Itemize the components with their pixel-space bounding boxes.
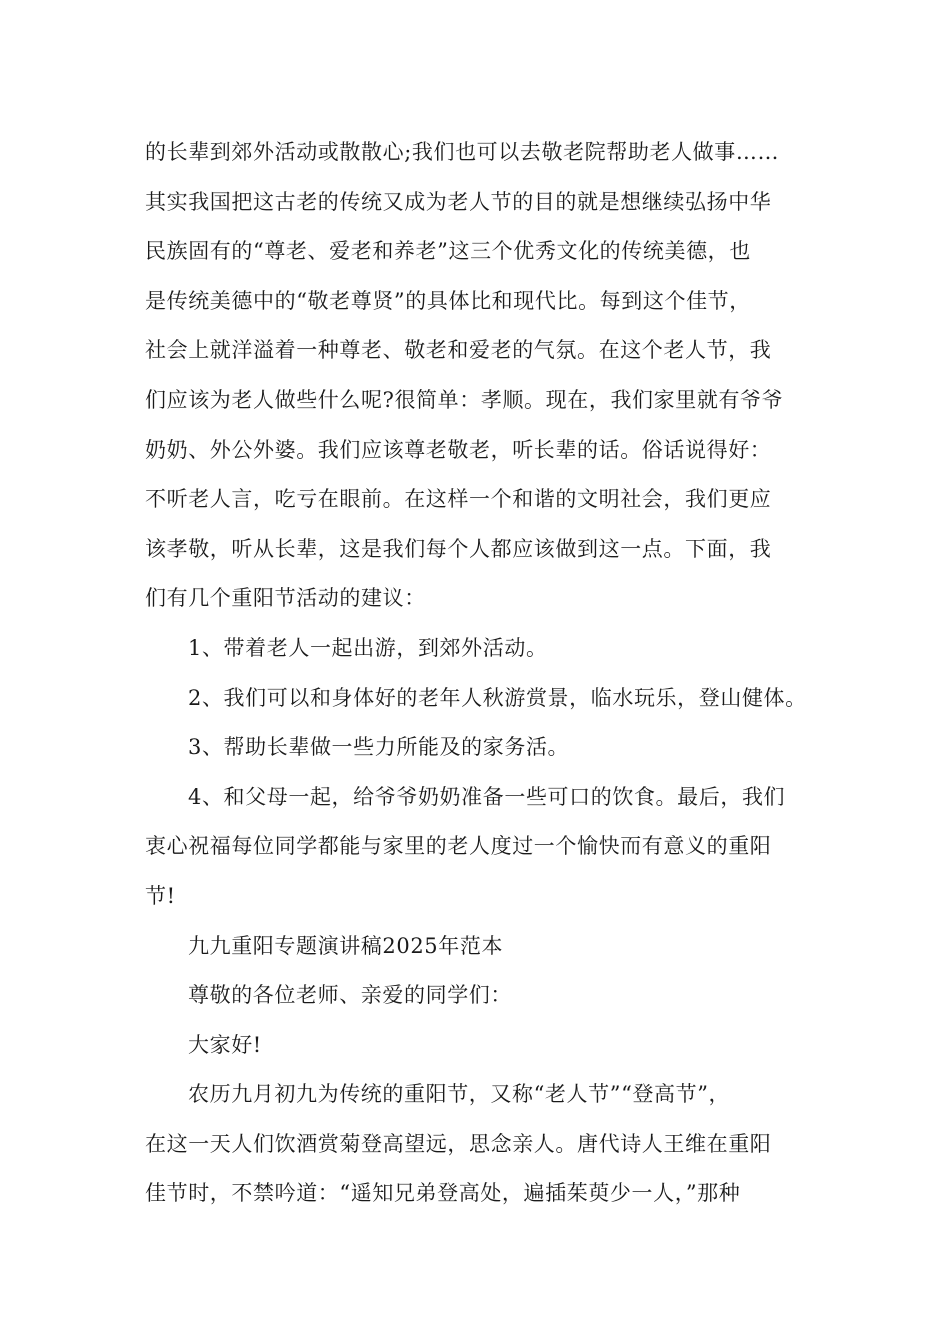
text-line: 奶奶、外公外婆。我们应该尊老敬老，听长辈的话。俗话说得好： [145,437,772,462]
text-line: 不听老人言，吃亏在眼前。在这样一个和谐的文明社会，我们更应 [145,487,772,512]
document-body [145,128,825,1219]
text-line: 该孝敬，听从长辈，这是我们每个人都应该做到这一点。下面，我 [145,536,772,561]
text-line: 衷心祝福每位同学都能与家里的老人度过一个愉快而有意义的重阳 [145,834,772,859]
text-line: 农历九月初九为传统的重阳节，又称“老人节”“登高节”， [188,1082,731,1107]
greeting: 大家好! [188,1032,262,1057]
text-line: 们应该为老人做些什么呢?很简单：孝顺。现在，我们家里就有爷爷 [145,387,784,412]
text-line: 民族固有的“尊老、爱老和养老”这三个优秀文化的传统美德，也 [145,239,751,264]
text-line: 社会上就洋溢着一种尊老、敬老和爱老的气氛。在这个老人节，我 [145,338,772,363]
text-line: 是传统美德中的“敬老尊贤”的具体比和现代比。每到这个佳节， [145,288,751,313]
list-item: 3、帮助长辈做一些力所能及的家务活。 [188,735,570,760]
text-line: 节! [145,883,176,908]
text-line: 们有几个重阳节活动的建议： [145,586,426,611]
list-item: 2、我们可以和身体好的老年人秋游赏景，临水玩乐，登山健体。 [188,685,807,710]
text-line: 的长辈到郊外活动或散散心;我们也可以去敬老院帮助老人做事…… [145,140,780,164]
text-line: 其实我国把这古老的传统又成为老人节的目的就是想继续弘扬中华 [145,189,772,214]
text-line: 在这一天人们饮酒赏菊登高望远，思念亲人。唐代诗人王维在重阳 [145,1131,772,1156]
salutation: 尊敬的各位老师、亲爱的同学们： [188,983,512,1008]
text-line: 佳节时，不禁吟道：“遥知兄弟登高处，遍插茱萸少一人，”那种 [145,1181,741,1206]
list-item: 4、和父母一起，给爷爷奶奶准备一些可口的饮食。最后，我们 [188,784,786,809]
list-item: 1、带着老人一起出游，到郊外活动。 [188,635,548,660]
section-title: 九九重阳专题演讲稿2025年范本 [188,933,504,958]
